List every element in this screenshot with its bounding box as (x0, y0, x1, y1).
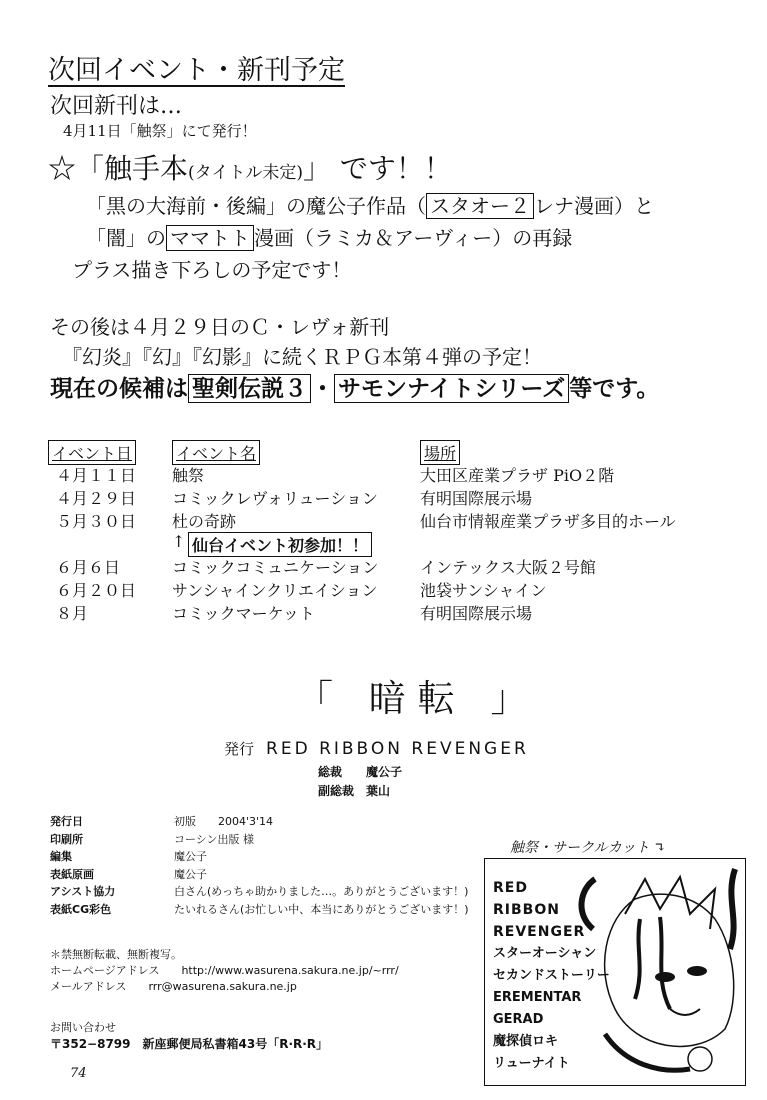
colophon-key: アシスト協力 (50, 885, 116, 899)
colophon-value: 魔公子 (174, 850, 207, 864)
circle-cut-box (484, 858, 746, 1086)
circle-cut-label-text: 触祭・サークルカット (510, 840, 650, 856)
homepage-line (50, 962, 399, 978)
colophon-key: 編集 (50, 850, 72, 864)
circle-cut-text (493, 877, 610, 1075)
colophon-key: 表紙原画 (50, 867, 94, 881)
mail-address: rrr@wasurena.sakura.ne.jp (148, 980, 297, 993)
mail-label: メールアドレス (50, 980, 127, 993)
book-title: 「触手本 (76, 152, 189, 185)
colophon-key: 表紙CG彩色 (50, 902, 112, 916)
event-place: 仙台市情報産業プラザ多目的ホール (420, 512, 676, 531)
event-name: コミックコミュニケーション (172, 558, 379, 577)
page-number: 74 (70, 1066, 87, 1081)
cut-line: 魔探偵ロキ (493, 1034, 559, 1049)
event-place: 池袋サンシャイン (420, 581, 547, 600)
book-title-tail: 」 です！！ (302, 152, 452, 185)
next-release-label: 次回新刊は… (50, 94, 183, 119)
event-schedule-table (48, 440, 728, 624)
copyright-notice: ＊禁無断転載、無断複写。 (50, 948, 182, 961)
cut-line: RED (493, 880, 528, 896)
header-event-name: イベント名 (172, 440, 260, 465)
colophon-value: 初版 2004'3'14 (174, 815, 274, 828)
candidates-separator: ・ (311, 375, 334, 402)
arrow-down-icon: ↴ (653, 840, 666, 856)
publisher-label: 発行 (224, 740, 255, 758)
colophon-value: 白さん(めっちゃ助かりました…。ありがとうございます！) (174, 885, 469, 899)
event-date: ８月 (56, 604, 89, 623)
credit-president (318, 763, 402, 780)
publisher-line (224, 738, 529, 759)
candidates-text-a: 現在の候補は (50, 375, 188, 402)
homepage-url: http://www.wasurena.sakura.ne.jp/~rrr/ (181, 964, 399, 977)
cut-line: EREMENTAR (493, 990, 582, 1005)
event-place: 有明国際展示場 (420, 489, 533, 508)
after-line-2: 『幻炎』『幻』『幻影』に続くＲＰＧ本第４弾の予定！ (62, 345, 542, 369)
new-book-title-line (48, 147, 452, 187)
homepage-label: ホームページアドレス (50, 964, 160, 977)
table-row (48, 486, 728, 509)
header-event-place: 場所 (420, 440, 460, 465)
page-heading: 次回イベント・新刊予定 (48, 55, 345, 86)
inquiry-label: お問い合わせ (50, 1021, 116, 1034)
event-name: コミックマーケット (172, 604, 315, 623)
desc-1-text-a: 「黒の大海前・後編」の魔公子作品（ (86, 194, 426, 218)
event-table-header (48, 440, 728, 463)
summon-night-box: サモンナイトシリーズ (334, 374, 569, 403)
cut-line: スターオーシャン (493, 946, 597, 961)
colophon-value: 魔公子 (174, 867, 207, 881)
up-arrow-icon: ↑ (172, 532, 186, 551)
colophon-value: たいれるさん(お忙しい中、本当にありがとうございます！) (174, 902, 469, 916)
star-ocean-2-box: スタオー２ (426, 193, 534, 219)
publisher-name: RED RIBBON REVENGER (266, 739, 529, 759)
event-name: コミックレヴォリューション (172, 489, 378, 508)
candidates-line (50, 370, 659, 403)
seiken-densetsu-box: 聖剣伝説３ (188, 374, 311, 403)
event-place: インテックス大阪２号館 (420, 558, 596, 577)
cut-line: リューナイト (493, 1056, 570, 1071)
credit-name: 魔公子 (366, 765, 403, 779)
event-name: 触祭 (172, 466, 205, 485)
sendai-note-row (48, 532, 728, 555)
description-line-1 (86, 190, 654, 219)
postal-address: 〒352−8799 新座郵便局私書箱43号「R·R·R」 (50, 1037, 329, 1051)
mamatoto-box: ママトト (166, 225, 254, 251)
event-date: ４月２９日 (56, 489, 137, 508)
event-place: 有明国際展示場 (420, 604, 533, 623)
mail-line (50, 978, 297, 994)
event-date: ５月３０日 (56, 512, 137, 531)
cut-line: GERAD (493, 1012, 544, 1027)
table-row (48, 509, 728, 532)
credit-vice-president (318, 782, 390, 799)
colophon-key: 印刷所 (50, 832, 83, 846)
desc-1-text-b: レナ漫画）と (534, 194, 654, 218)
book-title-note: (タイトル未定) (188, 163, 303, 183)
event-name: サンシャインクリエイション (172, 581, 378, 600)
cut-line: RIBBON (493, 902, 560, 918)
after-line-1: その後は４月２９日のＣ・レヴォ新刊 (50, 315, 390, 339)
release-date-text: 4月11日「触祭」にて発行！ (63, 122, 257, 140)
credit-role: 総裁 (318, 765, 343, 779)
cut-line: REVENGER (493, 924, 586, 940)
desc-2-text-a: 「闇」の (86, 226, 166, 250)
desc-2-text-b: 漫画（ラミカ＆アーヴィー）の再録 (254, 226, 573, 250)
event-name: 杜の奇跡 (172, 512, 237, 531)
header-event-date: イベント日 (48, 440, 136, 465)
sendai-note: 仙台イベント初参加！！ (188, 532, 372, 557)
circle-cut-label (510, 837, 666, 857)
table-row (48, 555, 728, 578)
credit-role: 副総裁 (318, 784, 355, 798)
event-date: ６月６日 (56, 558, 121, 577)
cut-line: セカンドストーリー (493, 968, 610, 983)
candidates-text-b: 等です。 (569, 375, 660, 402)
event-date: ４月１１日 (56, 466, 137, 485)
table-row (48, 463, 728, 486)
description-line-3: プラス描き下ろしの予定です！ (72, 258, 352, 282)
event-date: ６月２０日 (56, 581, 137, 600)
table-row (48, 578, 728, 601)
credit-name: 葉山 (366, 784, 391, 798)
event-place: 大田区産業プラザ PiO２階 (420, 466, 615, 485)
table-row (48, 601, 728, 624)
description-line-2 (86, 222, 572, 251)
colophon-value: コーシン出版 様 (174, 832, 255, 846)
star-icon: ☆ (48, 152, 77, 185)
colophon-key: 発行日 (50, 815, 83, 828)
book-title-block: 「 暗転 」 (296, 677, 540, 720)
